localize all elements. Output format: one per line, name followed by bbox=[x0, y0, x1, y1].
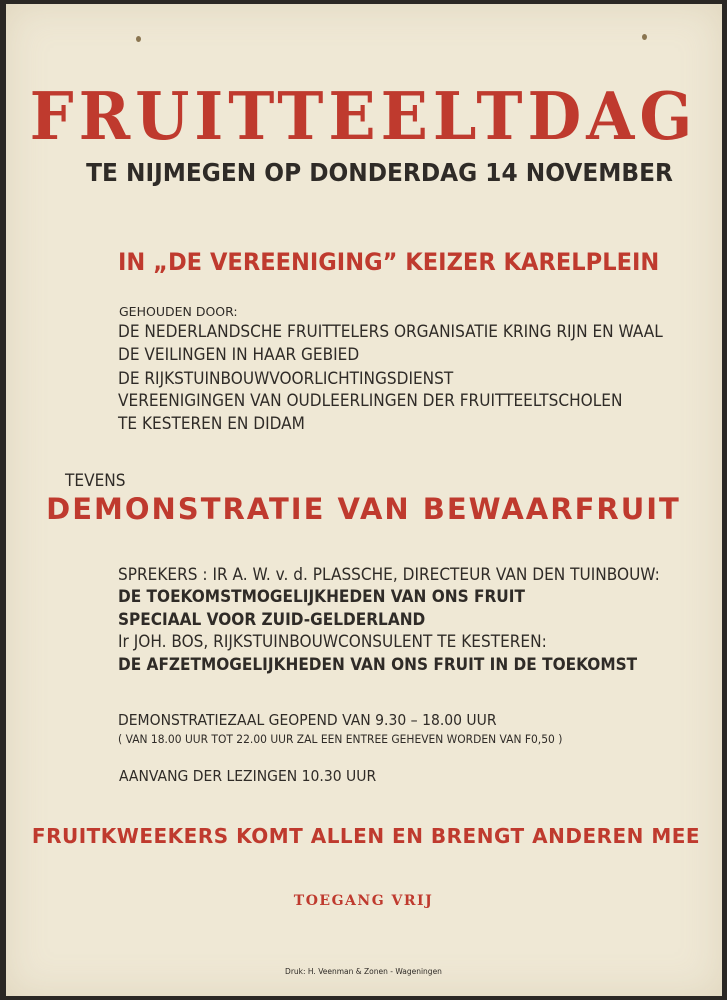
organizer: DE VEILINGEN IN HAAR GEBIED bbox=[118, 345, 360, 364]
speaker-topic: DE TOEKOMSTMOGELIJKHEDEN VAN ONS FRUIT bbox=[118, 587, 525, 606]
hall-open: DEMONSTRATIEZAAL GEOPEND VAN 9.30 – 18.00 UUR bbox=[118, 711, 497, 729]
held-by-label: GEHOUDEN DOOR: bbox=[119, 304, 238, 319]
pin-hole bbox=[136, 36, 141, 42]
poster-subtitle: TE NIJMEGEN OP DONDERDAG 14 NOVEMBER bbox=[86, 158, 673, 187]
speaker-topic: DE AFZETMOGELIJKHEDEN VAN ONS FRUIT IN DE TOEKOMST bbox=[118, 655, 638, 674]
lectures-start: AANVANG DER LEZINGEN 10.30 UUR bbox=[119, 767, 377, 785]
speaker-line: Ir JOH. BOS, RIJKSTUINBOUWCONSULENT TE KESTEREN: bbox=[118, 632, 547, 651]
venue: IN „DE VEREENIGING” KEIZER KARELPLEIN bbox=[118, 248, 660, 276]
speaker-topic: SPECIAAL VOOR ZUID-GELDERLAND bbox=[118, 610, 426, 629]
also-label: TEVENS bbox=[65, 471, 126, 490]
printer-credit: Druk: H. Veenman & Zonen - Wageningen bbox=[285, 967, 442, 976]
speaker-line: SPREKERS : IR A. W. v. d. PLASSCHE, DIRECTEUR VAN DEN TUINBOUW: bbox=[118, 565, 660, 584]
organizer: VEREENIGINGEN VAN OUDLEERLINGEN DER FRUITTEELTSCHOLEN bbox=[118, 391, 623, 410]
admission: TOEGANG VRIJ bbox=[293, 893, 434, 909]
call-to-action: FRUITKWEEKERS KOMT ALLEN EN BRENGT ANDEREN MEE bbox=[31, 824, 701, 848]
poster-title: FRUITTEELTDAG bbox=[29, 78, 698, 155]
organizer: DE NEDERLANDSCHE FRUITTELERS ORGANISATIE KRING RIJN EN WAAL bbox=[118, 322, 663, 341]
entry-fee: ( VAN 18.00 UUR TOT 22.00 UUR ZAL EEN ENTREE GEHEVEN WORDEN VAN F0,50 ) bbox=[118, 732, 563, 746]
demonstration-heading: DEMONSTRATIE VAN BEWAARFRUIT bbox=[46, 492, 681, 526]
organizer: TE KESTEREN EN DIDAM bbox=[118, 414, 305, 433]
organizer: DE RIJKSTUINBOUWVOORLICHTINGSDIENST bbox=[118, 369, 454, 388]
pin-hole bbox=[642, 34, 647, 40]
